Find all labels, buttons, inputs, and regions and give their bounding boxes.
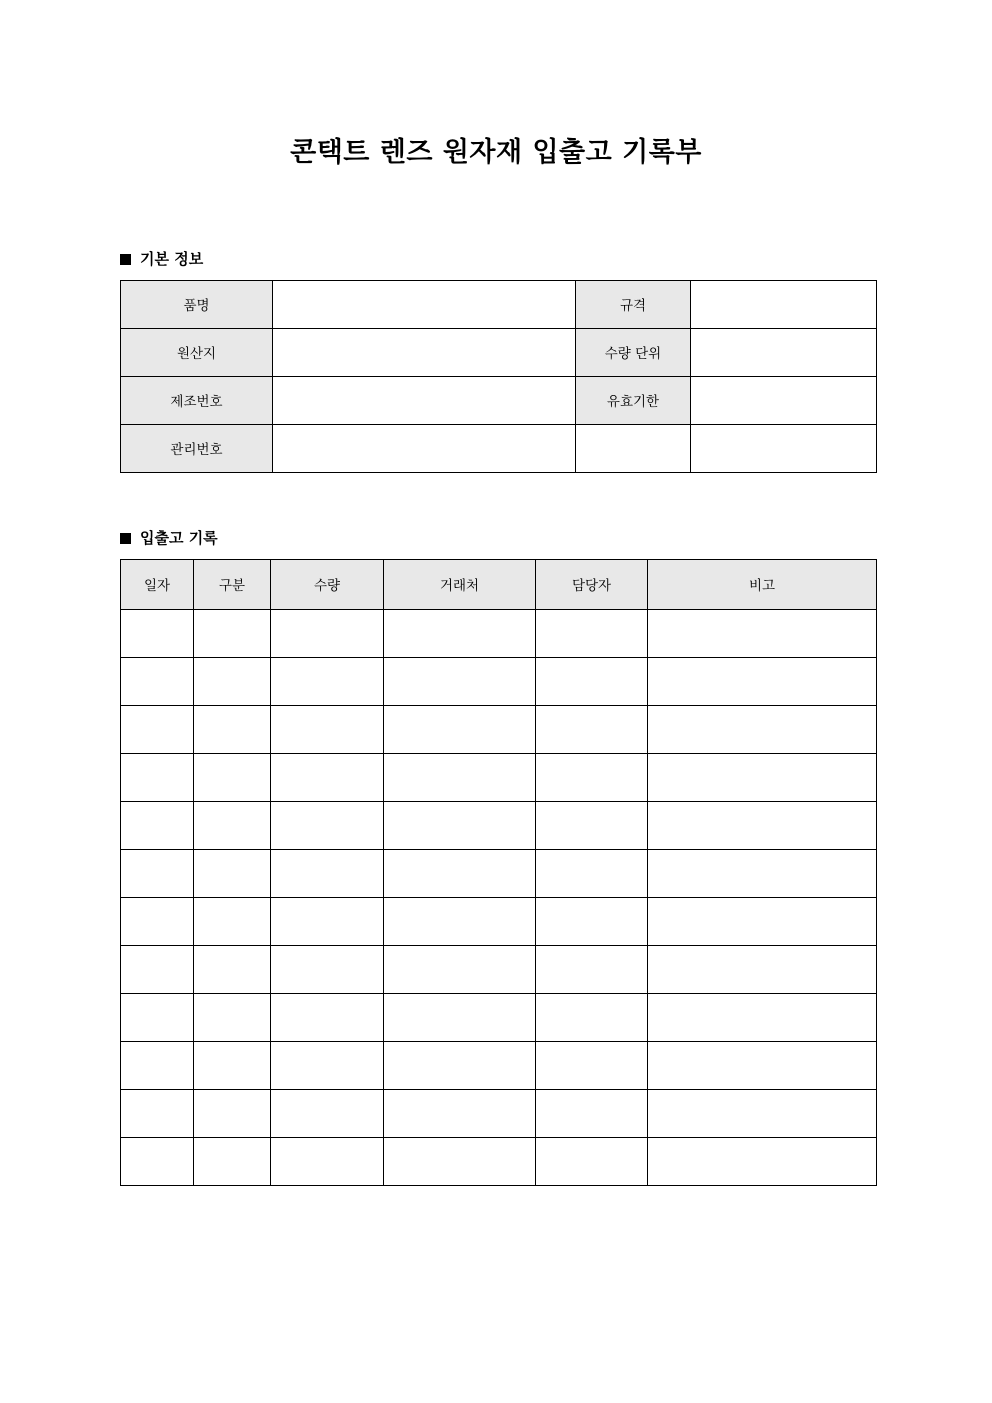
record-cell-type[interactable]	[194, 753, 271, 801]
record-cell-date[interactable]	[121, 993, 194, 1041]
table-row	[121, 328, 877, 376]
record-cell-qty[interactable]	[271, 1137, 384, 1185]
square-bullet-icon	[120, 533, 131, 544]
basic-info-value-cell[interactable]	[273, 328, 576, 376]
section-heading-records-label: 입출고 기록	[140, 528, 218, 547]
record-cell-date[interactable]	[121, 849, 194, 897]
column-header-qty: 수량	[271, 559, 384, 609]
table-row	[121, 1041, 877, 1089]
record-cell-person[interactable]	[536, 753, 648, 801]
record-cell-type[interactable]	[194, 849, 271, 897]
record-cell-vendor[interactable]	[384, 897, 536, 945]
records-header-row	[121, 559, 877, 609]
record-cell-vendor[interactable]	[384, 801, 536, 849]
record-cell-person[interactable]	[536, 609, 648, 657]
square-bullet-icon	[120, 254, 131, 265]
table-row	[121, 945, 877, 993]
table-row	[121, 424, 877, 472]
record-cell-vendor[interactable]	[384, 1041, 536, 1089]
record-cell-date[interactable]	[121, 1041, 194, 1089]
record-cell-note[interactable]	[648, 1041, 877, 1089]
record-cell-person[interactable]	[536, 801, 648, 849]
record-cell-date[interactable]	[121, 705, 194, 753]
record-cell-note[interactable]	[648, 849, 877, 897]
table-row	[121, 609, 877, 657]
section-heading-records	[120, 528, 872, 547]
record-cell-date[interactable]	[121, 609, 194, 657]
record-cell-person[interactable]	[536, 1041, 648, 1089]
basic-info-value-cell[interactable]	[273, 424, 576, 472]
record-cell-date[interactable]	[121, 897, 194, 945]
table-row	[121, 376, 877, 424]
record-cell-vendor[interactable]	[384, 1137, 536, 1185]
record-cell-qty[interactable]	[271, 849, 384, 897]
record-cell-note[interactable]	[648, 897, 877, 945]
record-cell-note[interactable]	[648, 993, 877, 1041]
record-cell-qty[interactable]	[271, 897, 384, 945]
column-header-person: 담당자	[536, 559, 648, 609]
record-cell-vendor[interactable]	[384, 753, 536, 801]
record-cell-person[interactable]	[536, 657, 648, 705]
basic-info-value-cell[interactable]	[273, 376, 576, 424]
record-cell-type[interactable]	[194, 1089, 271, 1137]
basic-info-empty-cell[interactable]	[576, 424, 691, 472]
section-basic-info	[120, 249, 872, 473]
record-cell-qty[interactable]	[271, 1089, 384, 1137]
record-cell-note[interactable]	[648, 801, 877, 849]
page-title: 콘택트 렌즈 원자재 입출고 기록부	[290, 137, 702, 168]
record-cell-note[interactable]	[648, 1137, 877, 1185]
record-cell-type[interactable]	[194, 801, 271, 849]
column-header-vendor: 거래처	[384, 559, 536, 609]
record-cell-type[interactable]	[194, 1137, 271, 1185]
basic-info-label-cell: 규격	[576, 280, 691, 328]
table-row	[121, 705, 877, 753]
record-cell-vendor[interactable]	[384, 945, 536, 993]
record-cell-note[interactable]	[648, 609, 877, 657]
table-row	[121, 657, 877, 705]
section-heading-basic-info-label: 기본 정보	[140, 249, 204, 268]
record-cell-person[interactable]	[536, 705, 648, 753]
record-cell-person[interactable]	[536, 945, 648, 993]
column-header-type: 구분	[194, 559, 271, 609]
record-cell-vendor[interactable]	[384, 1089, 536, 1137]
record-cell-note[interactable]	[648, 705, 877, 753]
records-table	[120, 559, 877, 1186]
basic-info-label-cell: 원산지	[121, 328, 273, 376]
basic-info-value-cell[interactable]	[691, 376, 877, 424]
basic-info-value-cell[interactable]	[691, 424, 877, 472]
table-row	[121, 897, 877, 945]
record-cell-type[interactable]	[194, 705, 271, 753]
record-cell-person[interactable]	[536, 993, 648, 1041]
basic-info-label-cell: 유효기한	[576, 376, 691, 424]
table-row	[121, 993, 877, 1041]
record-cell-person[interactable]	[536, 849, 648, 897]
record-cell-vendor[interactable]	[384, 609, 536, 657]
record-cell-person[interactable]	[536, 1137, 648, 1185]
column-header-date: 일자	[121, 559, 194, 609]
record-cell-qty[interactable]	[271, 753, 384, 801]
table-row	[121, 1137, 877, 1185]
record-cell-date[interactable]	[121, 1137, 194, 1185]
basic-info-value-cell[interactable]	[273, 280, 576, 328]
table-row	[121, 280, 877, 328]
record-cell-note[interactable]	[648, 657, 877, 705]
basic-info-label-cell: 관리번호	[121, 424, 273, 472]
record-cell-note[interactable]	[648, 1089, 877, 1137]
basic-info-table	[120, 280, 877, 473]
record-cell-vendor[interactable]	[384, 849, 536, 897]
record-cell-note[interactable]	[648, 753, 877, 801]
record-cell-person[interactable]	[536, 1089, 648, 1137]
basic-info-value-cell[interactable]	[691, 328, 877, 376]
record-cell-qty[interactable]	[271, 1041, 384, 1089]
basic-info-label-cell: 수량 단위	[576, 328, 691, 376]
record-cell-qty[interactable]	[271, 705, 384, 753]
record-cell-type[interactable]	[194, 657, 271, 705]
record-cell-qty[interactable]	[271, 657, 384, 705]
record-cell-person[interactable]	[536, 897, 648, 945]
table-row	[121, 801, 877, 849]
table-row	[121, 753, 877, 801]
basic-info-label-cell: 제조번호	[121, 376, 273, 424]
record-cell-type[interactable]	[194, 897, 271, 945]
record-cell-type[interactable]	[194, 1041, 271, 1089]
record-cell-type[interactable]	[194, 993, 271, 1041]
record-cell-qty[interactable]	[271, 801, 384, 849]
record-cell-type[interactable]	[194, 609, 271, 657]
record-cell-vendor[interactable]	[384, 657, 536, 705]
record-cell-date[interactable]	[121, 657, 194, 705]
record-cell-qty[interactable]	[271, 993, 384, 1041]
record-cell-date[interactable]	[121, 801, 194, 849]
records-table-body	[121, 609, 877, 1185]
table-row	[121, 1089, 877, 1137]
column-header-note: 비고	[648, 559, 877, 609]
basic-info-label-cell: 품명	[121, 280, 273, 328]
basic-info-value-cell[interactable]	[691, 280, 877, 328]
section-records	[120, 528, 872, 1186]
section-heading-basic-info	[120, 249, 872, 268]
record-cell-type[interactable]	[194, 945, 271, 993]
record-cell-date[interactable]	[121, 1089, 194, 1137]
record-cell-note[interactable]	[648, 945, 877, 993]
record-cell-date[interactable]	[121, 753, 194, 801]
table-row	[121, 849, 877, 897]
record-cell-vendor[interactable]	[384, 993, 536, 1041]
record-cell-qty[interactable]	[271, 609, 384, 657]
record-cell-qty[interactable]	[271, 945, 384, 993]
record-cell-vendor[interactable]	[384, 705, 536, 753]
record-cell-date[interactable]	[121, 945, 194, 993]
